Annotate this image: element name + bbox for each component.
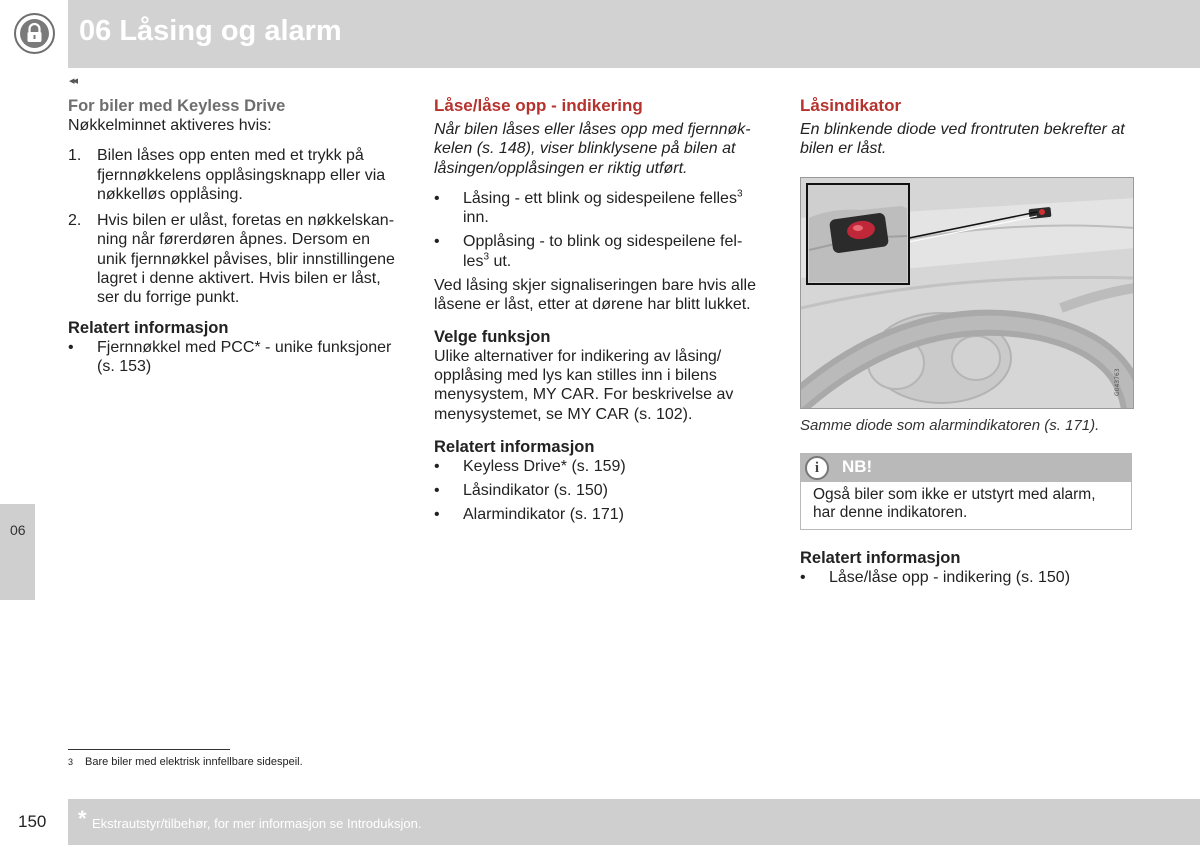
keyless-intro: Nøkkelminnet aktiveres hvis: xyxy=(68,117,272,134)
image-code: G043763 xyxy=(1114,368,1121,396)
lock-indicator-intro: En blinkende diode ved frontruten bekrefter at bilen er låst. xyxy=(800,121,1125,158)
keyless-steps xyxy=(68,146,400,307)
list-item: • Opplåsing - to blink og sidespeilene fel-les$^3$ ut. xyxy=(434,233,743,270)
keyless-heading: For biler med Keyless Drive xyxy=(68,97,286,115)
related-heading: Relatert informasjon xyxy=(434,437,595,456)
note-header xyxy=(801,454,1131,482)
lock-indication-heading: Låse/låse opp - indikering xyxy=(434,96,643,115)
list-item: 1. Bilen låses opp enten med et trykk på fjernnøkkelens opplåsingsknapp eller via nøkkelløs opplåsing. xyxy=(68,147,386,203)
side-tab-label: 06 xyxy=(10,522,26,538)
note-body: Også biler som ikke er utstyrt med alarm, har denne indikatoren. xyxy=(813,485,1096,521)
lock-icon xyxy=(14,13,55,54)
related-link[interactable]: • Keyless Drive* (s. 159) xyxy=(434,457,626,475)
related-link[interactable]: • Alarmindikator (s. 171) xyxy=(434,506,624,524)
related-link[interactable]: • Fjernnøkkel med PCC* - unike funksjoner (s. 153) xyxy=(68,338,392,375)
related-link[interactable]: • Låse/låse opp - indikering (s. 150) xyxy=(800,568,1071,586)
note-title: NB! xyxy=(842,456,873,476)
chapter-side-tab[interactable] xyxy=(0,504,35,600)
back-arrows-icon[interactable]: ◂◂ xyxy=(69,75,77,87)
dashboard-diode-illustration xyxy=(800,177,1134,409)
list-item: 2. Hvis bilen er ulåst, foretas en nøkkelskan-ning når førerdøren åpnes. Dersom en unik fjernnøkkel påvises, blir innstillingene lagret i denne aktivert. Hvis bilen er låst, ser du forrige punkt. xyxy=(68,212,395,307)
footnote-text: Bare biler med elektrisk innfellbare sidespeil. xyxy=(85,756,303,768)
note-box xyxy=(800,453,1132,530)
related-list xyxy=(68,338,400,377)
related-list xyxy=(800,568,1135,587)
related-heading: Relatert informasjon xyxy=(68,318,229,337)
choose-function-paragraph: Ulike alternativer for indikering av låsing/ opplåsing med lys kan stilles inn i bilens menysystem, MY CAR. For beskrivelse av menysystemet, se MY CAR (s. 102). xyxy=(434,347,734,423)
lock-indicator-heading: Låsindikator xyxy=(800,96,902,115)
info-icon: i xyxy=(805,456,829,480)
list-item: • Låsing - ett blink og sidespeilene felles$^3$ inn. xyxy=(434,188,743,227)
related-heading: Relatert informasjon xyxy=(800,548,961,567)
related-list xyxy=(434,457,766,525)
footnote-divider xyxy=(68,749,230,750)
column-lock-indication xyxy=(434,96,766,530)
choose-function-heading: Velge funksjon xyxy=(434,327,551,346)
lock-indication-intro: Når bilen låses eller låses opp med fjernnøk-kelen (s. 148), viser blinklysene på bilen at låsingen/opplåsingen er riktig utført. xyxy=(434,121,751,177)
signalling-paragraph: Ved låsing skjer signaliseringen bare hvis alle låsene er låst, etter at dørene har blitt lukket. xyxy=(434,277,756,314)
related-link[interactable]: • Låsindikator (s. 150) xyxy=(434,482,608,500)
chapter-title: 06 Låsing og alarm xyxy=(79,15,342,47)
column-keyless-drive xyxy=(68,96,400,381)
column-lock-indicator xyxy=(800,96,1135,592)
image-caption: Samme diode som alarmindikatoren (s. 171). xyxy=(800,416,1100,434)
footnote xyxy=(68,756,303,768)
indication-bullets xyxy=(434,189,766,271)
footer-note: Ekstrautstyr/tilbehør, for mer informasjon se Introduksjon. xyxy=(92,816,422,831)
footnote-number: 3 xyxy=(68,757,74,767)
footer-star: * xyxy=(78,806,87,831)
page-number: 150 xyxy=(18,812,47,831)
chapter-icon-box xyxy=(0,0,68,68)
chapter-header xyxy=(0,0,1200,68)
